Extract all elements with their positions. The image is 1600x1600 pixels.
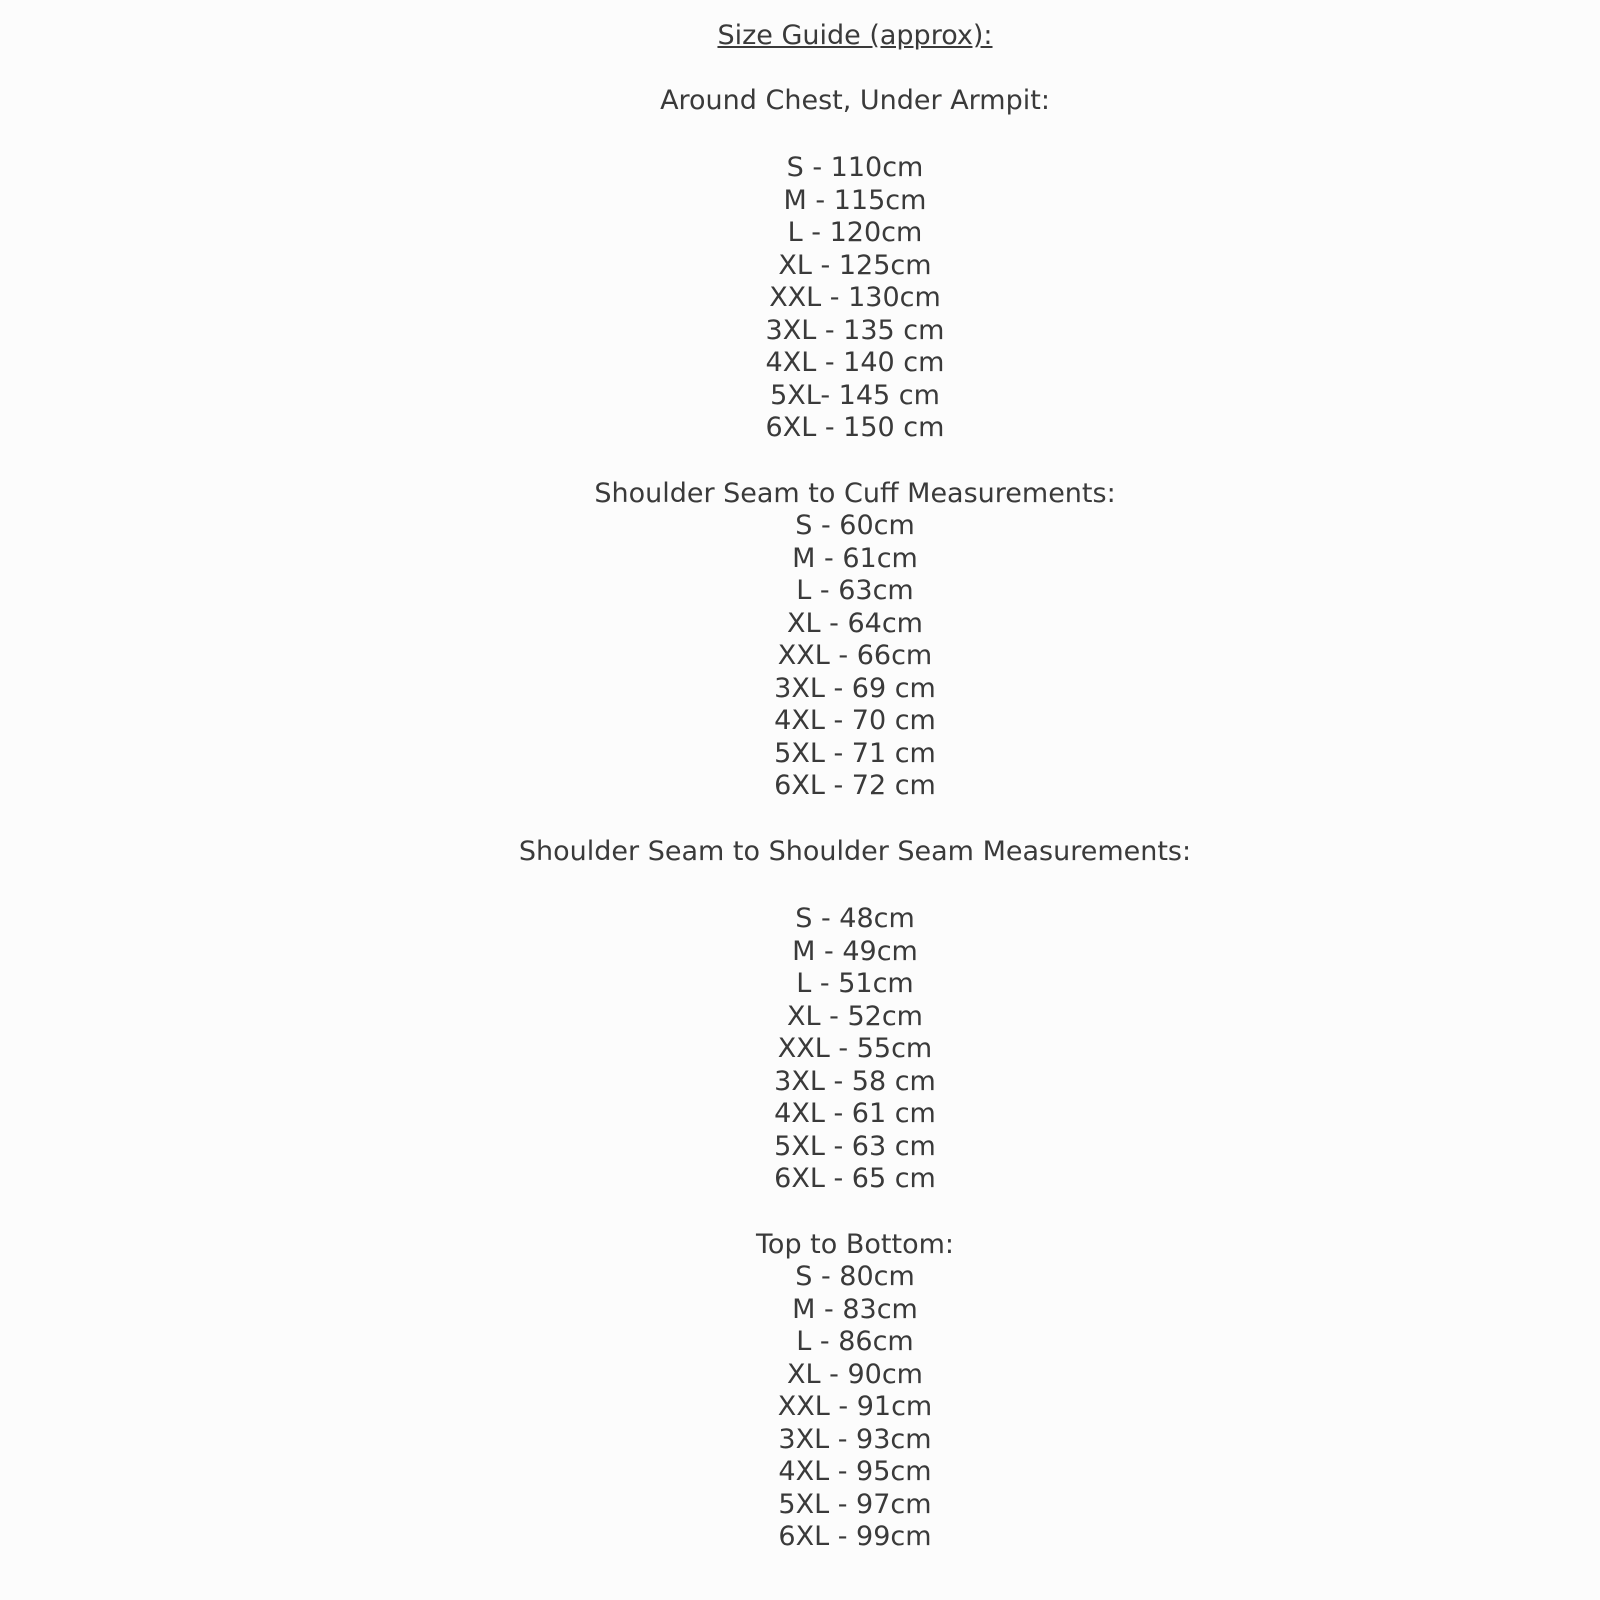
size-measurement-line: 3XL - 135 cm xyxy=(765,314,945,346)
size-measurement-line: 3XL - 93cm xyxy=(778,1423,932,1455)
size-measurement-line: 5XL - 63 cm xyxy=(774,1130,936,1162)
size-measurement-line: S - 110cm xyxy=(786,152,924,183)
page-title: Size Guide (approx): xyxy=(717,20,993,51)
size-measurement-line: 6XL - 72 cm xyxy=(774,770,936,801)
size-measurement-line: S - 48cm xyxy=(795,903,915,934)
size-measurement-line: 5XL- 145 cm xyxy=(770,379,940,411)
size-measurement-line: M - 115cm xyxy=(783,184,927,216)
section-heading: Around Chest, Under Armpit: xyxy=(660,84,1050,116)
section-heading: Shoulder Seam to Cuff Measurements: xyxy=(594,477,1116,509)
size-measurement-line: XL - 125cm xyxy=(778,249,932,281)
size-section xyxy=(110,85,1600,445)
size-section xyxy=(110,478,1600,803)
size-measurement-line: 4XL - 70 cm xyxy=(774,705,936,736)
section-heading: Top to Bottom: xyxy=(756,1228,954,1260)
section-heading: Shoulder Seam to Shoulder Seam Measurements: xyxy=(518,835,1192,867)
size-measurement-line: M - 83cm xyxy=(792,1293,918,1325)
size-measurement-line: 5XL - 71 cm xyxy=(774,737,936,769)
size-measurement-line: XL - 52cm xyxy=(787,1000,923,1032)
size-section xyxy=(110,836,1600,1196)
size-measurement-line: 4XL - 140 cm xyxy=(765,347,945,378)
size-measurement-line: M - 49cm xyxy=(792,935,918,967)
measurement-list xyxy=(110,903,1600,1196)
size-measurement-line: 6XL - 65 cm xyxy=(774,1163,936,1194)
size-measurement-line: 3XL - 58 cm xyxy=(774,1065,936,1097)
size-measurement-line: M - 61cm xyxy=(792,542,918,574)
size-measurement-line: XL - 90cm xyxy=(787,1358,923,1390)
size-measurement-line: S - 80cm xyxy=(795,1261,915,1292)
measurement-list xyxy=(110,1261,1600,1554)
size-measurement-line: 5XL - 97cm xyxy=(778,1488,932,1520)
size-measurement-line: L - 120cm xyxy=(787,217,923,248)
size-measurement-line: 6XL - 150 cm xyxy=(765,412,945,443)
size-measurement-line: L - 63cm xyxy=(796,575,914,606)
size-measurement-line: XL - 64cm xyxy=(787,607,923,639)
size-measurement-line: 4XL - 95cm xyxy=(778,1456,932,1487)
size-measurement-line: XXL - 55cm xyxy=(777,1033,933,1064)
size-measurement-line: L - 86cm xyxy=(796,1326,914,1357)
size-measurement-line: 6XL - 99cm xyxy=(778,1521,932,1552)
size-measurement-line: L - 51cm xyxy=(796,968,914,999)
section-list xyxy=(110,85,1600,1554)
size-measurement-line: XXL - 130cm xyxy=(769,282,941,313)
size-measurement-line: XXL - 66cm xyxy=(777,640,933,671)
size-measurement-line: 3XL - 69 cm xyxy=(774,672,936,704)
size-measurement-line: XXL - 91cm xyxy=(777,1391,933,1422)
size-section xyxy=(110,1229,1600,1554)
size-measurement-line: S - 60cm xyxy=(795,510,915,541)
measurement-list xyxy=(110,510,1600,803)
measurement-list xyxy=(110,152,1600,445)
size-measurement-line: 4XL - 61 cm xyxy=(774,1098,936,1129)
